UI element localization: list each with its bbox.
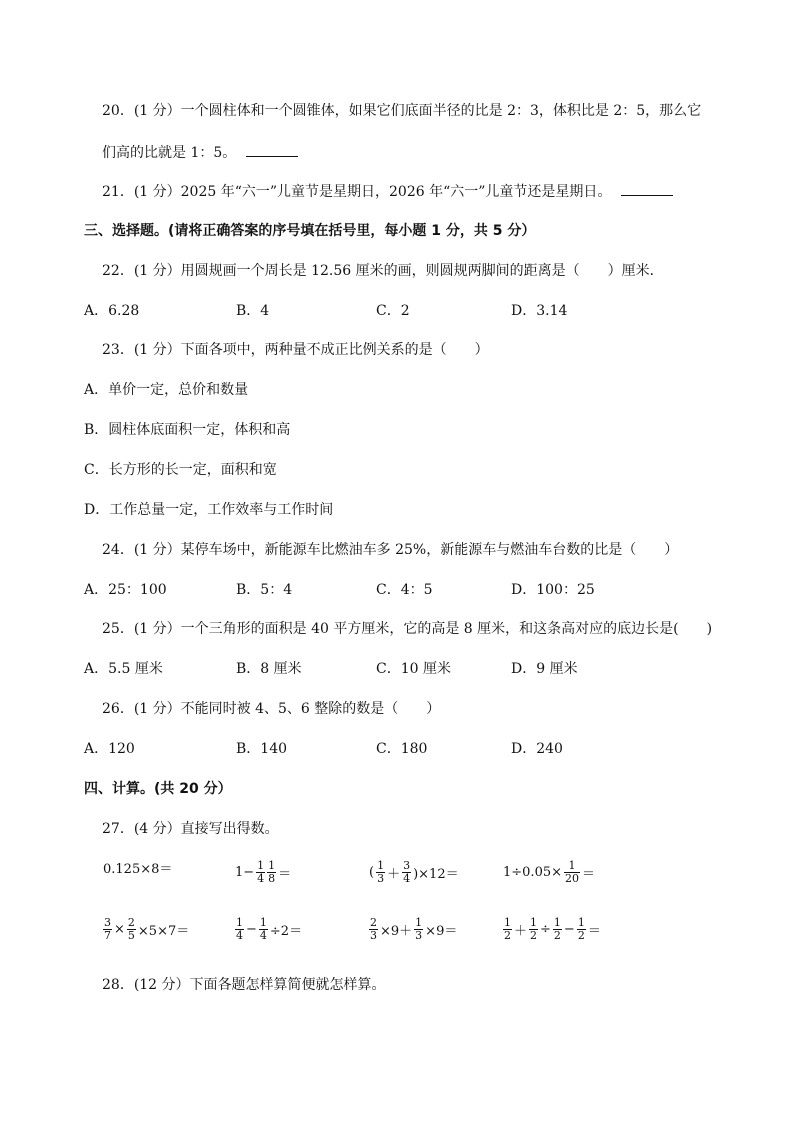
expr-text: 1÷0.05× — [503, 864, 563, 880]
fraction: $\frac{1}{3}$ — [377, 858, 385, 885]
option-d[interactable]: D．240 — [511, 741, 563, 757]
option-a[interactable]: A．120 — [84, 741, 135, 757]
answer-blank[interactable] — [246, 144, 298, 157]
expr-text: ＋ — [387, 866, 401, 882]
fraction: $\frac{1}{4}$ — [259, 915, 267, 942]
expr-text: ＝ — [587, 923, 601, 939]
question-22: 22．(1 分）用圆规画一个周长是 12.56 厘米的画，则圆规两脚间的距离是（ ）厘米． — [102, 263, 664, 279]
expr-text: ＝ — [582, 866, 596, 882]
fraction: $\frac{1}{8}$ — [268, 858, 276, 885]
fraction: $\frac{1}{20}$ — [565, 858, 580, 885]
question-20-text: 们高的比就是 1：5。 — [102, 145, 237, 161]
option-b[interactable]: B．4 — [236, 303, 270, 319]
calc-expression-6 — [234, 914, 303, 944]
expr-text: 1− — [235, 864, 255, 880]
expr-text: ÷2＝ — [269, 923, 303, 939]
fraction: $\frac{1}{2}$ — [577, 915, 585, 942]
option-d[interactable]: D．工作总量一定，工作效率与工作时间 — [84, 502, 334, 518]
expr-text: )×12＝ — [413, 866, 459, 882]
expr-text: 0.125×8＝ — [103, 861, 173, 877]
fraction: $\frac{1}{4}$ — [236, 915, 243, 942]
expr-text: ×9＋ — [380, 923, 413, 939]
question-28: 28．(12 分）下面各题怎样算简便就怎样算。 — [102, 977, 386, 993]
calc-expression-2 — [234, 857, 292, 887]
option-b[interactable]: B．140 — [236, 741, 288, 757]
option-c[interactable]: C．2 — [376, 303, 410, 319]
fraction: $\frac{1}{3}$ — [415, 915, 423, 942]
fraction: $\frac{2}{3}$ — [370, 915, 377, 942]
calc-expression-4 — [502, 857, 596, 887]
section-4-title: 四、计算。(共 20 分） — [84, 781, 232, 797]
option-a[interactable]: A．25：100 — [84, 582, 167, 598]
option-d[interactable]: D．9 厘米 — [511, 661, 578, 677]
option-b[interactable]: B．圆柱体底面积一定，体积和高 — [84, 422, 291, 438]
question-26: 26．(1 分）不能同时被 4、5、6 整除的数是（ ） — [102, 701, 441, 717]
expr-text: ＝ — [278, 866, 292, 882]
option-b[interactable]: B．8 厘米 — [236, 661, 302, 677]
expr-text: − — [246, 921, 257, 937]
option-b[interactable]: B．5：4 — [236, 582, 293, 598]
option-c[interactable]: C．10 厘米 — [376, 661, 451, 677]
fraction: $\frac{2}{5}$ — [127, 915, 135, 942]
question-27: 27．(4 分）直接写出得数。 — [102, 821, 279, 837]
expr-text: ×9＝ — [425, 923, 458, 939]
fraction: $\frac{3}{4}$ — [403, 858, 411, 885]
option-a[interactable]: A．5.5 厘米 — [84, 661, 163, 677]
question-21 — [102, 183, 673, 201]
fraction: $\frac{1}{2}$ — [504, 915, 511, 942]
option-d[interactable]: D．3.14 — [511, 303, 568, 319]
expr-text: − — [563, 921, 575, 937]
expr-text: ( — [369, 864, 375, 880]
calc-expression-5 — [102, 914, 190, 944]
expr-text: ＋ — [514, 923, 528, 939]
option-c[interactable]: C．长方形的长一定，面积和宽 — [84, 462, 277, 478]
option-c[interactable]: C．180 — [376, 741, 428, 757]
question-24: 24．(1 分）某停车场中，新能源车比燃油车多 25%，新能源车与燃油车台数的比是（ ） — [102, 542, 679, 558]
expr-text: × — [114, 921, 125, 937]
question-20-line2 — [102, 144, 298, 162]
section-3-title: 三、选择题。(请将正确答案的序号填在括号里，每小题 1 分，共 5 分） — [84, 223, 536, 239]
option-d[interactable]: D．100：25 — [511, 582, 595, 598]
calc-expression-7 — [368, 914, 458, 944]
option-c[interactable]: C．4：5 — [376, 582, 433, 598]
fraction: $\frac{3}{7}$ — [104, 915, 111, 942]
question-25: 25．(1 分）一个三角形的面积是 40 平方厘米，它的高是 8 厘米，和这条高对应的底边长是( ) — [102, 621, 713, 637]
question-20-line1: 20．(1 分）一个圆柱体和一个圆锥体，如果它们底面半径的比是 2：3，体积比是 2：5，那么它 — [102, 103, 702, 119]
option-a[interactable]: A．单价一定，总价和数量 — [84, 382, 249, 398]
expr-text: ×5×7＝ — [137, 923, 190, 939]
fraction: $\frac{1}{4}$ — [257, 858, 265, 885]
expr-text: ÷ — [540, 921, 551, 937]
fraction: $\frac{1}{2}$ — [530, 915, 538, 942]
calc-expression-3 — [368, 857, 460, 887]
calc-expression-1 — [102, 852, 173, 882]
fraction: $\frac{1}{2}$ — [553, 915, 561, 942]
question-23: 23．(1 分）下面各项中，两种量不成正比例关系的是（ ） — [102, 342, 489, 358]
question-21-text: 21．(1 分）2025 年“六一”儿童节是星期日，2026 年“六一”儿童节还是星期日。 — [102, 184, 612, 200]
option-a[interactable]: A．6.28 — [84, 303, 140, 319]
calc-expression-8 — [502, 914, 602, 944]
answer-blank[interactable] — [621, 183, 673, 196]
